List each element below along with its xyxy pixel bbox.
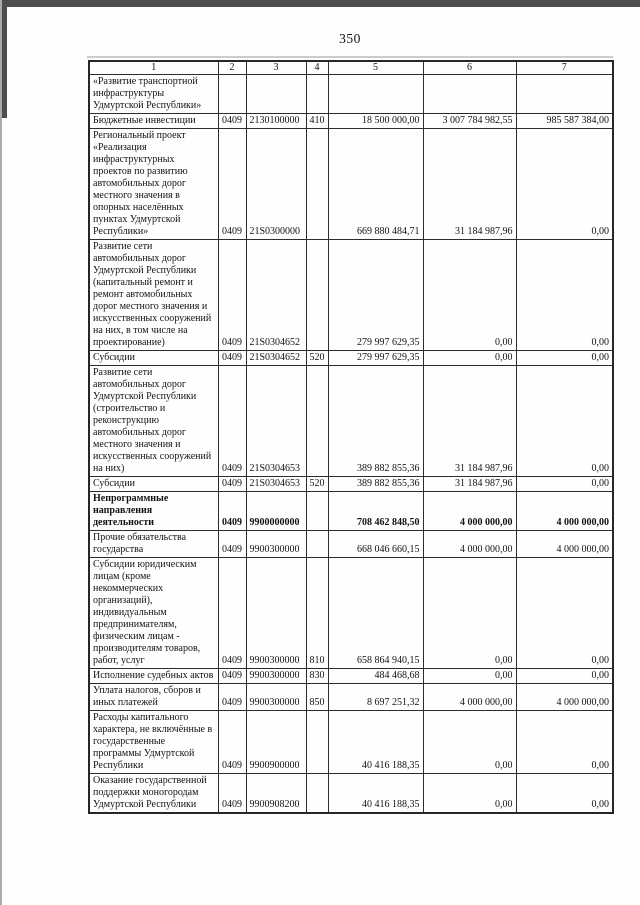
table-cell (306, 531, 328, 558)
table-cell: 2130100000 (246, 114, 306, 129)
table-cell: 810 (306, 558, 328, 669)
table-cell: 3 007 784 982,55 (423, 114, 516, 129)
table-row (89, 669, 613, 684)
table-cell: 389 882 855,36 (328, 477, 423, 492)
table-cell: 4 000 000,00 (516, 531, 613, 558)
table-cell: 0409 (218, 711, 246, 774)
column-number-header: 3 (246, 61, 306, 75)
table-cell: 0,00 (423, 774, 516, 814)
column-number-header: 5 (328, 61, 423, 75)
table-row (89, 240, 613, 351)
row-label-cell: Оказание государственной поддержки моногородам Удмуртской Республики (89, 774, 218, 814)
column-number-header: 1 (89, 61, 218, 75)
table-cell: 9900300000 (246, 558, 306, 669)
column-number-header: 6 (423, 61, 516, 75)
table-cell: 0,00 (516, 774, 613, 814)
table-cell: 0,00 (516, 477, 613, 492)
table-cell (246, 75, 306, 114)
table-cell: 830 (306, 669, 328, 684)
table-cell (306, 366, 328, 477)
table-cell: 0,00 (423, 558, 516, 669)
scan-edge-top (0, 0, 640, 7)
table-cell: 0,00 (516, 669, 613, 684)
table-cell: 9900300000 (246, 531, 306, 558)
row-label-cell: Субсидии (89, 477, 218, 492)
page-number: 350 (339, 31, 361, 46)
table-cell: 21S0300000 (246, 129, 306, 240)
table-row (89, 492, 613, 531)
table-cell: 669 880 484,71 (328, 129, 423, 240)
table-body (89, 75, 613, 814)
table-cell: 9900900000 (246, 711, 306, 774)
table-cell: 0,00 (516, 129, 613, 240)
table-cell: 18 500 000,00 (328, 114, 423, 129)
table-cell: 0,00 (516, 711, 613, 774)
table-row (89, 774, 613, 814)
table-cell: 0,00 (516, 351, 613, 366)
table-row (89, 684, 613, 711)
table-cell (306, 240, 328, 351)
table-cell: 668 046 660,15 (328, 531, 423, 558)
table-cell: 0,00 (516, 240, 613, 351)
table-cell (306, 774, 328, 814)
table-cell: 279 997 629,35 (328, 240, 423, 351)
column-number-header: 7 (516, 61, 613, 75)
table-row (89, 129, 613, 240)
table-cell: 0,00 (423, 351, 516, 366)
table-row (89, 351, 613, 366)
table-cell: 9900000000 (246, 492, 306, 531)
scan-artifact-line (87, 56, 613, 58)
row-label-cell: Региональный проект «Реализация инфраструктурных проектов по развитию автомобильных дорог местного значения в опорных населённых пунктах Удмуртской Республики» (89, 129, 218, 240)
table-cell: 0409 (218, 351, 246, 366)
row-label-cell: Непрограммные направления деятельности (89, 492, 218, 531)
table-cell: 0409 (218, 366, 246, 477)
table-cell: 484 468,68 (328, 669, 423, 684)
table-cell: 0409 (218, 129, 246, 240)
table-cell: 0409 (218, 114, 246, 129)
table-cell (328, 75, 423, 114)
table-cell: 4 000 000,00 (423, 492, 516, 531)
table-cell: 985 587 384,00 (516, 114, 613, 129)
scan-edge-left-line (0, 0, 2, 905)
table-cell: 0409 (218, 774, 246, 814)
row-label-cell: Уплата налогов, сборов и иных платежей (89, 684, 218, 711)
table-cell: 4 000 000,00 (516, 492, 613, 531)
table-cell: 21S0304652 (246, 351, 306, 366)
table-cell (516, 75, 613, 114)
table-cell: 0409 (218, 684, 246, 711)
row-label-cell: Развитие сети автомобильных дорог Удмуртской Республики (капитальный ремонт и ремонт автомобильных дорог местного значения и искусственных сооружений на них, в том числе на проектирование) (89, 240, 218, 351)
table-cell (423, 75, 516, 114)
row-label-cell: Прочие обязательства государства (89, 531, 218, 558)
row-label-cell: Расходы капитального характера, не включённые в государственные программы Удмуртской Республики (89, 711, 218, 774)
table-cell: 31 184 987,96 (423, 477, 516, 492)
table-cell: 0409 (218, 240, 246, 351)
row-label-cell: Развитие сети автомобильных дорог Удмуртской Республики (строительство и реконструкцию автомобильных дорог местного значения и искусственных сооружений на них) (89, 366, 218, 477)
table-cell: 0409 (218, 531, 246, 558)
row-label-cell: Бюджетные инвестиции (89, 114, 218, 129)
table-cell: 0409 (218, 558, 246, 669)
row-label-cell: Субсидии (89, 351, 218, 366)
table-cell: 40 416 188,35 (328, 774, 423, 814)
table-cell: 0409 (218, 492, 246, 531)
table-row (89, 558, 613, 669)
table-cell: 0,00 (423, 669, 516, 684)
table-cell (218, 75, 246, 114)
budget-table (88, 60, 614, 814)
table-cell: 389 882 855,36 (328, 366, 423, 477)
table-cell: 21S0304653 (246, 366, 306, 477)
table-cell (306, 129, 328, 240)
table-cell: 708 462 848,50 (328, 492, 423, 531)
row-label-cell: Субсидии юридическим лицам (кроме некоммерческих организаций), индивидуальным предпринимателям, физическим лицам - производителям товаров, работ, услуг (89, 558, 218, 669)
table-cell: 0,00 (516, 366, 613, 477)
table-cell: 9900908200 (246, 774, 306, 814)
table-cell: 520 (306, 351, 328, 366)
table-cell: 4 000 000,00 (423, 684, 516, 711)
table-cell: 21S0304652 (246, 240, 306, 351)
table-row (89, 477, 613, 492)
column-number-header: 2 (218, 61, 246, 75)
table-cell: 8 697 251,32 (328, 684, 423, 711)
column-number-header: 4 (306, 61, 328, 75)
table-cell: 21S0304653 (246, 477, 306, 492)
table-cell: 850 (306, 684, 328, 711)
table-cell (306, 75, 328, 114)
table-cell: 9900300000 (246, 669, 306, 684)
table-cell: 279 997 629,35 (328, 351, 423, 366)
table-cell: 410 (306, 114, 328, 129)
table-row (89, 711, 613, 774)
table-row (89, 531, 613, 558)
table-cell: 520 (306, 477, 328, 492)
table-row (89, 114, 613, 129)
table-cell: 9900300000 (246, 684, 306, 711)
table-cell: 4 000 000,00 (516, 684, 613, 711)
table-cell: 0,00 (423, 240, 516, 351)
table-cell: 658 864 940,15 (328, 558, 423, 669)
row-label-cell: Исполнение судебных актов (89, 669, 218, 684)
table-row (89, 75, 613, 114)
table-cell: 31 184 987,96 (423, 366, 516, 477)
table-cell: 31 184 987,96 (423, 129, 516, 240)
table-cell: 0409 (218, 669, 246, 684)
table-cell: 0,00 (423, 711, 516, 774)
table-cell: 0,00 (516, 558, 613, 669)
table-cell: 40 416 188,35 (328, 711, 423, 774)
table-cell (306, 711, 328, 774)
table-cell: 0409 (218, 477, 246, 492)
table-header-row (89, 61, 613, 75)
table-cell (306, 492, 328, 531)
table-row (89, 366, 613, 477)
row-label-cell: «Развитие транспортной инфраструктуры Удмуртской Республики» (89, 75, 218, 114)
table-cell: 4 000 000,00 (423, 531, 516, 558)
